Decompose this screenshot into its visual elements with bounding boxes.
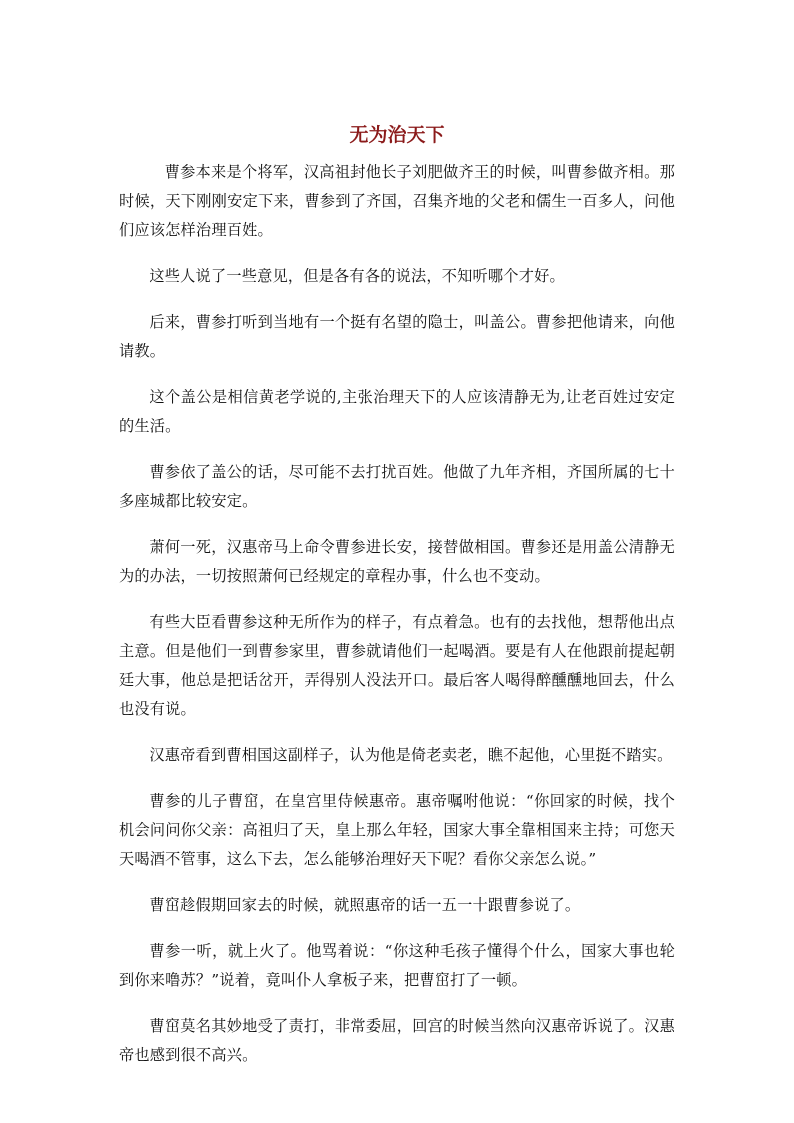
paragraph: 这个盖公是相信黄老学说的,主张治理天下的人应该清静无为,让老百姓过安定的生活。 [119,388,675,435]
paragraph: 这些人说了一些意见，但是各有各的说法，不知听哪个才好。 [149,267,565,285]
paragraph: 曹参的儿子曹窋，在皇宫里侍候惠帝。惠帝嘱咐他说：“你回家的时候，找个机会问问你父亲：高祖归了天，皇上那么年轻，国家大事全靠相国来主持；可您天天喝酒不管事，这么下去，怎么能够治理好天下呢？看你父亲怎么说。” [119,792,675,868]
paragraph: 曹窋趁假期回家去的时候，就照惠帝的话一五一十跟曹参说了。 [149,896,581,914]
document-body [119,158,675,1087]
paragraph: 汉惠帝看到曹相国这副样子，认为他是倚老卖老，瞧不起他，心里挺不踏实。 [149,746,673,764]
paragraph: 曹参一听，就上火了。他骂着说：“你这种毛孩子懂得个什么，国家大事也轮到你来噜苏？”说着，竟叫仆人拿板子来，把曹窋打了一顿。 [119,942,675,989]
paragraph: 曹参本来是个将军，汉高祖封他长子刘肥做齐王的时候，叫曹参做齐相。那时候，天下刚刚安定下来，曹参到了齐国，召集齐地的父老和儒生一百多人，问他们应该怎样治理百姓。 [119,163,675,239]
paragraph: 萧何一死，汉惠帝马上命令曹参进长安，接替做相国。曹参还是用盖公清静无为的办法，一切按照萧何已经规定的章程办事，什么也不变动。 [119,538,675,585]
paragraph: 有些大臣看曹参这种无所作为的样子，有点着急。也有的去找他，想帮他出点主意。但是他们一到曹参家里，曹参就请他们一起喝酒。要是有人在他跟前提起朝廷大事，他总是把话岔开，弄得别人没法开口。最后客人喝得醉醺醺地回去，什么也没有说。 [119,613,675,718]
paragraph: 曹参依了盖公的话，尽可能不去打扰百姓。他做了九年齐相，齐国所属的七十多座城都比较安定。 [119,463,675,510]
paragraph: 曹窋莫名其妙地受了责打，非常委屈，回宫的时候当然向汉惠帝诉说了。汉惠帝也感到很不高兴。 [119,1017,675,1064]
document-title: 无为治天下 [349,124,445,146]
paragraph: 后来，曹参打听到当地有一个挺有名望的隐士，叫盖公。曹参把他请来，向他请教。 [119,313,675,360]
